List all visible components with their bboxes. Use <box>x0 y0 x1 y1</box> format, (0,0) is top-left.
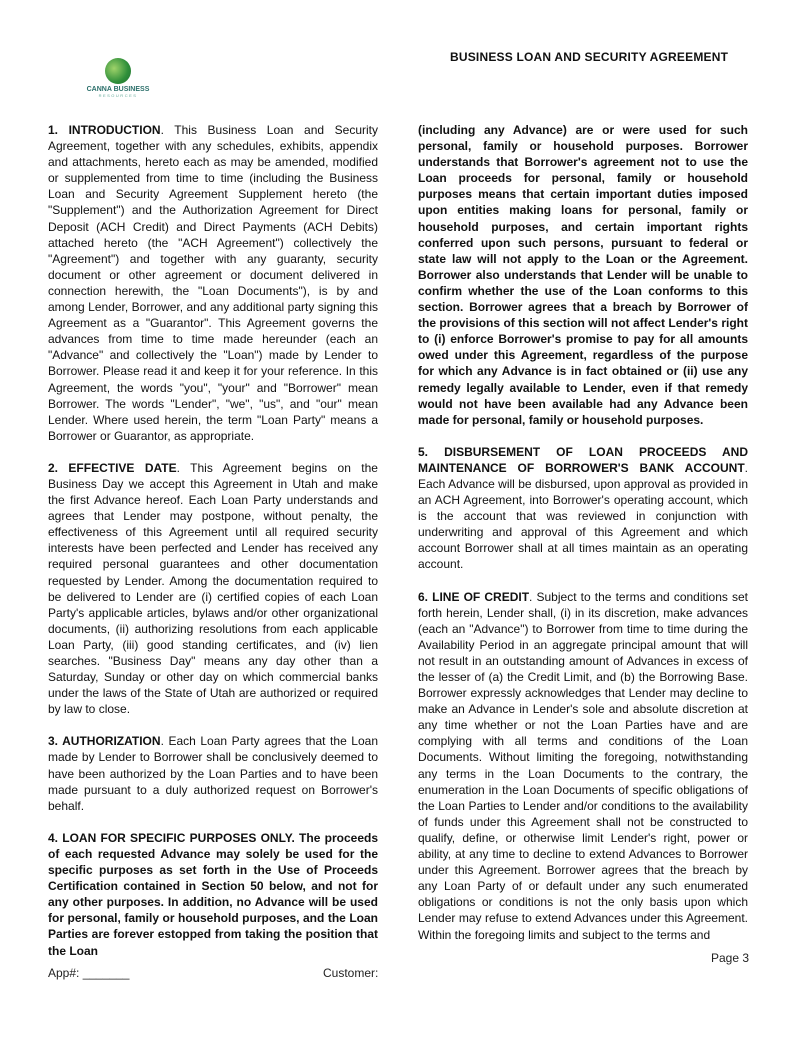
logo-name: CANNA BUSINESS <box>86 86 150 93</box>
section-body: . This Agreement begins on the Business Day we accept this Agreement in Utah and make the first Advance hereof. Each Loan Party understands and agrees that Lender may postpone, without penalty, the effectiveness of this Agreement until all required security interests have been perfected and Lender has received any required personal guarantees and other documentation requested by Lender. Among the documentation required to be delivered to Lender are (i) certified copies of each Loan Party's applicable articles, bylaws and/or other organizational documents, (ii) authorizing resolutions from each applicable Loan Party, (iii) good standing certificates, and (iv) lien searches. "Business Day" means any day other than a Saturday, Sunday or other day on which commercial banks under the laws of the State of Utah are authorized or required by law to close. <box>48 460 378 717</box>
section-heading: 5. DISBURSEMENT OF LOAN PROCEEDS AND MAINTENANCE OF BORROWER'S BANK ACCOUNT <box>418 444 748 475</box>
left-column <box>48 122 378 975</box>
section-effective-date <box>48 460 378 718</box>
customer-field: Customer: <box>323 966 379 980</box>
section-heading: 6. LINE OF CREDIT <box>418 589 530 604</box>
section-specific-purposes-continued: (including any Advance) are or were used for such personal, family or household purposes. Borrower understands that Borrower's agreement not to use the Loan proceeds for personal, family or household purposes means that certain important duties imposed upon entities making loans for personal, family or household purposes, and certain important rights conferred upon such persons, pursuant to federal or state law will not apply to the Loan or the Agreement. Borrower also understands that Lender will be unable to confirm whether the use of the Loan conforms to this section. Borrower agrees that a breach by Borrower of the provisions of this section will not affect Lender's right to (i) enforce Borrower's promise to pay for all amounts owed under this Agreement, regardless of the purpose for which any Advance is in fact obtained or (ii) use any remedy legally available to Lender, even if that remedy would not have been available had any Advance been made for personal, family or household purposes. <box>418 123 748 427</box>
section-heading: 3. AUTHORIZATION <box>48 734 161 749</box>
app-number-field: App#: _______ <box>48 966 130 980</box>
leaf-logo-icon <box>105 58 131 84</box>
section-introduction <box>48 122 378 444</box>
section-body: . The proceeds of each requested Advance may solely be used for the specific purposes as set forth in the Use of Proceeds Certification contained in Section 50 below, and not for any other purposes. In addition, no Advance will be used for personal, family or household purposes, and the Loan Parties are forever estopped from taking the position that the Loan <box>48 830 378 958</box>
section-body: . Each Loan Party agrees that the Loan made by Lender to Borrower shall be conclusively deemed to have been authorized by the Loan Parties and to have been made pursuant to a duly authorized request on Borrower's behalf. <box>48 734 378 813</box>
section-disbursement <box>418 444 748 573</box>
section-body: . This Business Loan and Security Agreement, together with any schedules, exhibits, appendix and attachments, hereto each as may be amended, modified or supplemented from time to time (including the Business Loan and Security Agreement Supplement hereto (the "Supplement") and the Authorization Agreement for Direct Deposit (ACH Credit) and Direct Payments (ACH Debits) attached hereto (the "ACH Agreement") collectively the "Agreement") and together with any guaranty, security document or other agreement or document delivered in connection herewith, the "Loan Documents"), is by and among Lender, Borrower, and any additional party signing this Agreement as a "Guarantor". This Agreement governs the advances from time to time made hereunder (each an "Advance" and collectively the "Loan") made by Lender to Borrower. Please read it and keep it for your reference. In this Agreement, the words "you", "your" and "Borrower" mean Borrower. The words "Lender", "we", "us", and "our" mean Lender. Where used herein, the term "Loan Party" means a Borrower or Guarantor, as appropriate. <box>48 123 378 443</box>
company-logo <box>86 58 150 98</box>
right-column <box>418 122 748 959</box>
section-line-of-credit <box>418 589 748 943</box>
page-number: Page 3 <box>711 951 750 965</box>
logo-sub: RESOURCES <box>98 93 138 98</box>
section-heading: 2. EFFECTIVE DATE <box>48 460 177 475</box>
section-body: . Each Advance will be disbursed, upon approval as provided in an ACH Agreement, into Borrower's operating account, which is the account that was reviewed in conjunction with underwriting and approval of this Agreement and which account Borrower shall at all times maintain as an operating account. <box>418 460 748 572</box>
section-specific-purposes <box>48 830 378 959</box>
document-title: BUSINESS LOAN AND SECURITY AGREEMENT <box>450 50 729 64</box>
section-heading: 1. INTRODUCTION <box>48 123 161 137</box>
section-authorization <box>48 733 378 813</box>
section-body: . Subject to the terms and conditions set forth herein, Lender shall, (i) in its discretion, make advances (each an "Advance") to Borrower from time to time during the Availability Period in an aggregate principal amount that will not result in an outstanding amount of Advances in excess of the lesser of (a) the Credit Limit, and (b) the Borrowing Base. Borrower expressly acknowledges that Lender may decline to make an Advance in Lender's sole and absolute discretion at any time whether or not the Loan Parties have and are complying with all terms and conditions of the Loan Documents. Without limiting the foregoing, notwithstanding any terms in the Loan Documents to the contrary, the enumeration in the Loan Documents of specific obligations of the Loan Parties to Lender and/or conditions to the availability of funds under this Agreement shall not be constructed to qualify, define, or otherwise limit Lender's right, power or ability, at any time to decline to extend Advances to Borrower under this Agreement. Borrower agrees that the breach by any Loan Party of or default under any such enumerated obligations or conditions is not the only basis upon which Lender may refuse to extend Advances under this Agreement. Within the foregoing limits and subject to the terms and <box>418 589 748 942</box>
section-heading: 4. LOAN FOR SPECIFIC PURPOSES ONLY <box>48 830 292 845</box>
